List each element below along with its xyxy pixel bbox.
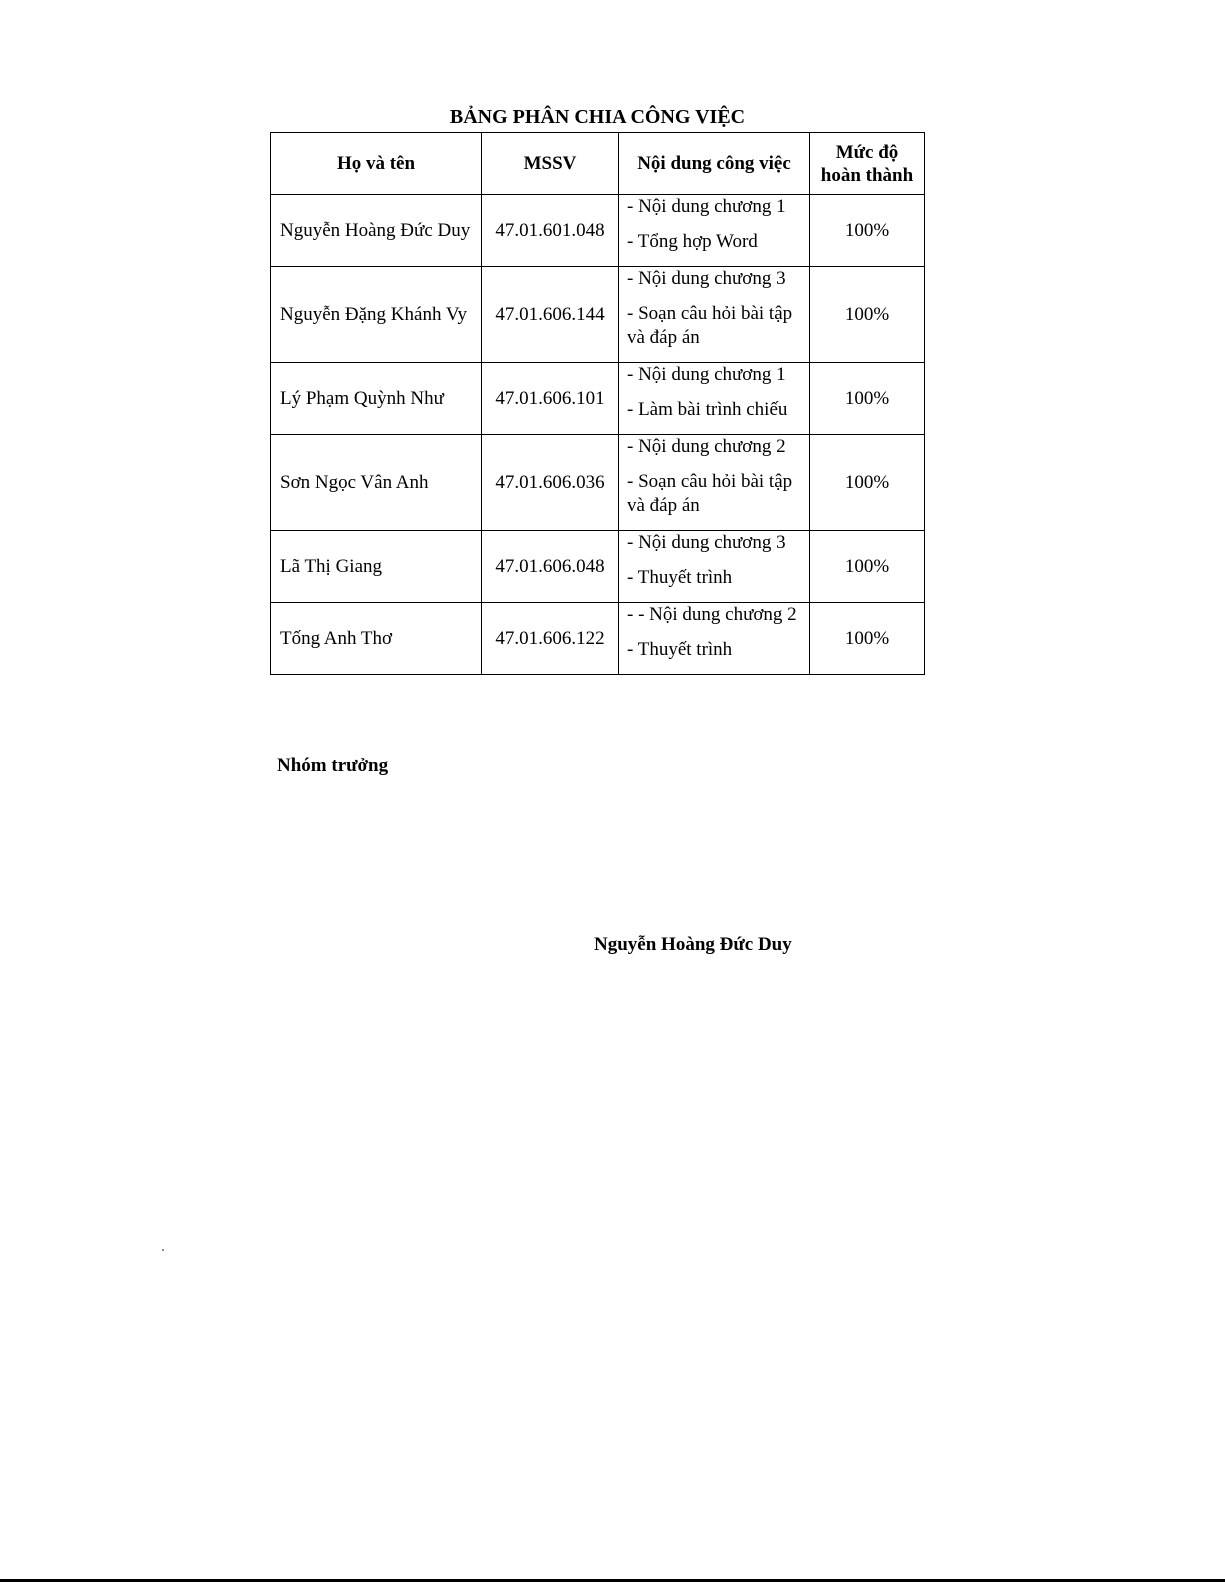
completion-value: 100% bbox=[810, 363, 925, 435]
table-header-row bbox=[271, 133, 925, 195]
task-item: - Nội dung chương 1 bbox=[627, 364, 786, 385]
task-assignment-table bbox=[270, 132, 925, 675]
table-row bbox=[271, 531, 925, 603]
task-item: - Soạn câu hỏi bài tập và đáp án bbox=[627, 471, 793, 516]
task-cell bbox=[619, 267, 810, 363]
scan-speck bbox=[162, 1249, 164, 1251]
student-id: 47.01.606.101 bbox=[482, 363, 619, 435]
table-row bbox=[271, 435, 925, 531]
task-item: - Tổng hợp Word bbox=[627, 231, 758, 252]
header-completion bbox=[810, 133, 925, 195]
header-name: Họ và tên bbox=[271, 133, 482, 195]
task-item: - Nội dung chương 2 bbox=[627, 436, 786, 457]
member-name: Nguyễn Hoàng Đức Duy bbox=[271, 195, 482, 267]
header-student-id: MSSV bbox=[482, 133, 619, 195]
completion-value: 100% bbox=[810, 531, 925, 603]
completion-value: 100% bbox=[810, 603, 925, 675]
group-leader-label: Nhóm trưởng bbox=[277, 755, 389, 776]
student-id: 47.01.606.036 bbox=[482, 435, 619, 531]
task-item: - Nội dung chương 1 bbox=[627, 196, 786, 217]
table-row bbox=[271, 363, 925, 435]
task-item: - Nội dung chương 3 bbox=[627, 268, 786, 289]
task-item: - Làm bài trình chiếu bbox=[627, 399, 788, 420]
table-row bbox=[271, 267, 925, 363]
member-name: Tống Anh Thơ bbox=[271, 603, 482, 675]
task-item: - Nội dung chương 3 bbox=[627, 532, 786, 553]
task-item: - Thuyết trình bbox=[627, 567, 733, 588]
completion-value: 100% bbox=[810, 435, 925, 531]
task-cell bbox=[619, 531, 810, 603]
header-completion-line1: Mức độ bbox=[835, 141, 899, 163]
student-id: 47.01.601.048 bbox=[482, 195, 619, 267]
member-name: Lý Phạm Quỳnh Như bbox=[271, 363, 482, 435]
group-leader-name: Nguyễn Hoàng Đức Duy bbox=[594, 934, 792, 955]
header-completion-line2: hoàn thành bbox=[820, 164, 914, 186]
member-name: Lã Thị Giang bbox=[271, 531, 482, 603]
task-cell bbox=[619, 363, 810, 435]
task-cell bbox=[619, 603, 810, 675]
table-row bbox=[271, 603, 925, 675]
completion-value: 100% bbox=[810, 267, 925, 363]
table-row bbox=[271, 195, 925, 267]
task-cell bbox=[619, 195, 810, 267]
task-item: - Soạn câu hỏi bài tập và đáp án bbox=[627, 303, 793, 348]
document-title: BẢNG PHÂN CHIA CÔNG VIỆC bbox=[449, 106, 746, 128]
header-tasks: Nội dung công việc bbox=[619, 133, 810, 195]
page-bottom-edge bbox=[0, 1579, 1225, 1582]
student-id: 47.01.606.048 bbox=[482, 531, 619, 603]
student-id: 47.01.606.122 bbox=[482, 603, 619, 675]
member-name: Nguyễn Đặng Khánh Vy bbox=[271, 267, 482, 363]
student-id: 47.01.606.144 bbox=[482, 267, 619, 363]
task-cell bbox=[619, 435, 810, 531]
task-item: - Thuyết trình bbox=[627, 639, 733, 660]
member-name: Sơn Ngọc Vân Anh bbox=[271, 435, 482, 531]
task-item: - - Nội dung chương 2 bbox=[627, 604, 797, 625]
completion-value: 100% bbox=[810, 195, 925, 267]
